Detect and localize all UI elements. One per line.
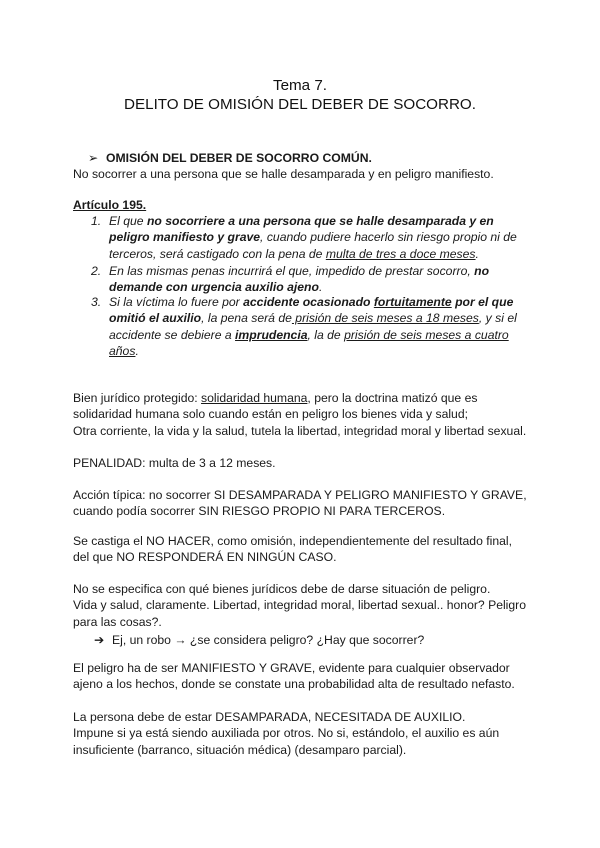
bold-underlined-text: fortuitamente bbox=[373, 295, 452, 309]
arrow-right-icon: ➔ bbox=[94, 633, 105, 647]
item-number: 1. bbox=[91, 214, 102, 228]
text-line: La persona debe de estar DESAMPARADA, NECESITADA DE AUXILIO. bbox=[73, 710, 466, 724]
section-heading-text: OMISIÓN DEL DEBER DE SOCORRO COMÚN. bbox=[106, 151, 372, 165]
example-subitem bbox=[94, 632, 424, 648]
paragraph-bienes-juridicos bbox=[73, 581, 543, 630]
text-run: Bien jurídico protegido: bbox=[73, 391, 202, 405]
text-line: No se especifica con qué bienes jurídicos debe de darse situación de peligro. bbox=[73, 582, 491, 596]
text-line: solidaridad humana solo cuando están en peligro los bienes vida y salud; bbox=[73, 407, 468, 422]
text-run: , la de bbox=[307, 327, 345, 342]
bold-text: no socorriere a una persona que se halle desamparada y en bbox=[146, 214, 494, 228]
paragraph-bien-juridico bbox=[73, 390, 543, 439]
bold-text: accidente ocasionado bbox=[243, 295, 374, 309]
section-heading bbox=[88, 150, 372, 166]
text-run: . bbox=[135, 344, 139, 359]
underlined-text: multa de tres a doce meses bbox=[325, 246, 476, 261]
text-line: cuando podía socorrer SIN RIESGO PROPIO NI PARA TERCEROS. bbox=[73, 504, 446, 519]
bold-text: omitió el auxilio bbox=[109, 311, 202, 326]
text-line: Impune si ya está siendo auxiliada por otros. No si, estándolo, el auxilio es aún bbox=[73, 726, 500, 741]
paragraph-peligro bbox=[73, 660, 543, 693]
paragraph-desamparada bbox=[73, 709, 543, 758]
paragraph-accion-tipica bbox=[73, 487, 543, 520]
article-item-3 bbox=[91, 294, 531, 360]
article-item-2 bbox=[91, 263, 531, 296]
bold-text: peligro manifiesto y grave bbox=[109, 230, 261, 245]
text-line: del que NO RESPONDERÁ EN NINGÚN CASO. bbox=[73, 550, 337, 565]
text-run: , la pena será de bbox=[201, 311, 292, 326]
arrow-bullet-icon: ➢ bbox=[88, 151, 99, 165]
item-number: 2. bbox=[91, 264, 102, 278]
section-intro: No socorrer a una persona que se halle desamparada y en peligro manifiesto. bbox=[73, 167, 494, 181]
text-line: ajeno a los hechos, donde se constate una probabilidad alta de resultado nefasto. bbox=[73, 677, 515, 692]
text-run: , cuando pudiere hacerlo sin riesgo propio ni de bbox=[260, 230, 517, 245]
text-run: En las mismas penas incurrirá el que, impedido de prestar socorro, bbox=[109, 264, 475, 278]
text-line: Acción típica: no socorrer SI DESAMPARADA Y PELIGRO MANIFIESTO Y GRAVE, bbox=[73, 488, 527, 502]
text-run: accidente se debiere a bbox=[109, 327, 236, 342]
text-run: terceros, será castigado con la pena de bbox=[109, 246, 326, 261]
text-run: , pero la doctrina matizó que es bbox=[307, 391, 478, 405]
example-text: Ej, un robo → ¿se considera peligro? ¿Hay que socorrer? bbox=[112, 633, 425, 647]
paragraph-no-hacer bbox=[73, 533, 543, 566]
underlined-text: prisión de seis meses a 18 meses bbox=[291, 311, 479, 326]
text-run: , y si el bbox=[478, 311, 517, 326]
topic-number: Tema 7. bbox=[272, 77, 328, 94]
article-title: Artículo 195. bbox=[73, 198, 147, 212]
bold-underlined-text: imprudencia bbox=[235, 327, 308, 342]
text-run: Si la víctima lo fuere por bbox=[109, 295, 244, 309]
underlined-text: prisión de seis meses a cuatro bbox=[344, 327, 509, 342]
item-number: 3. bbox=[91, 295, 102, 309]
text-run: El que bbox=[109, 214, 147, 228]
text-line: Otra corriente, la vida y la salud, tutela la libertad, integridad moral y libertad sexual. bbox=[73, 423, 527, 438]
underlined-text: solidaridad humana bbox=[201, 391, 308, 405]
text-run: . bbox=[318, 280, 323, 295]
bold-text: no bbox=[474, 264, 490, 278]
paragraph-penalidad: PENALIDAD: multa de 3 a 12 meses. bbox=[73, 456, 276, 470]
text-line: para las cosas?. bbox=[73, 614, 162, 629]
text-line: Se castiga el NO HACER, como omisión, independientemente del resultado final, bbox=[73, 534, 512, 548]
page-title: DELITO DE OMISIÓN DEL DEBER DE SOCORRO. bbox=[124, 96, 476, 113]
bold-text: por el que bbox=[451, 295, 514, 309]
text-line: El peligro ha de ser MANIFIESTO Y GRAVE, evidente para cualquier observador bbox=[73, 661, 510, 675]
underlined-text: años bbox=[109, 344, 136, 359]
text-line: insuficiente (barranco, situación médica) (desamparo parcial). bbox=[73, 742, 407, 757]
bold-text: demande con urgencia auxilio ajeno bbox=[109, 280, 319, 295]
text-run: . bbox=[475, 246, 479, 261]
article-item-1 bbox=[91, 213, 531, 263]
text-line: Vida y salud, claramente. Libertad, integridad moral, libertad sexual.. honor? Peligro bbox=[73, 598, 527, 613]
